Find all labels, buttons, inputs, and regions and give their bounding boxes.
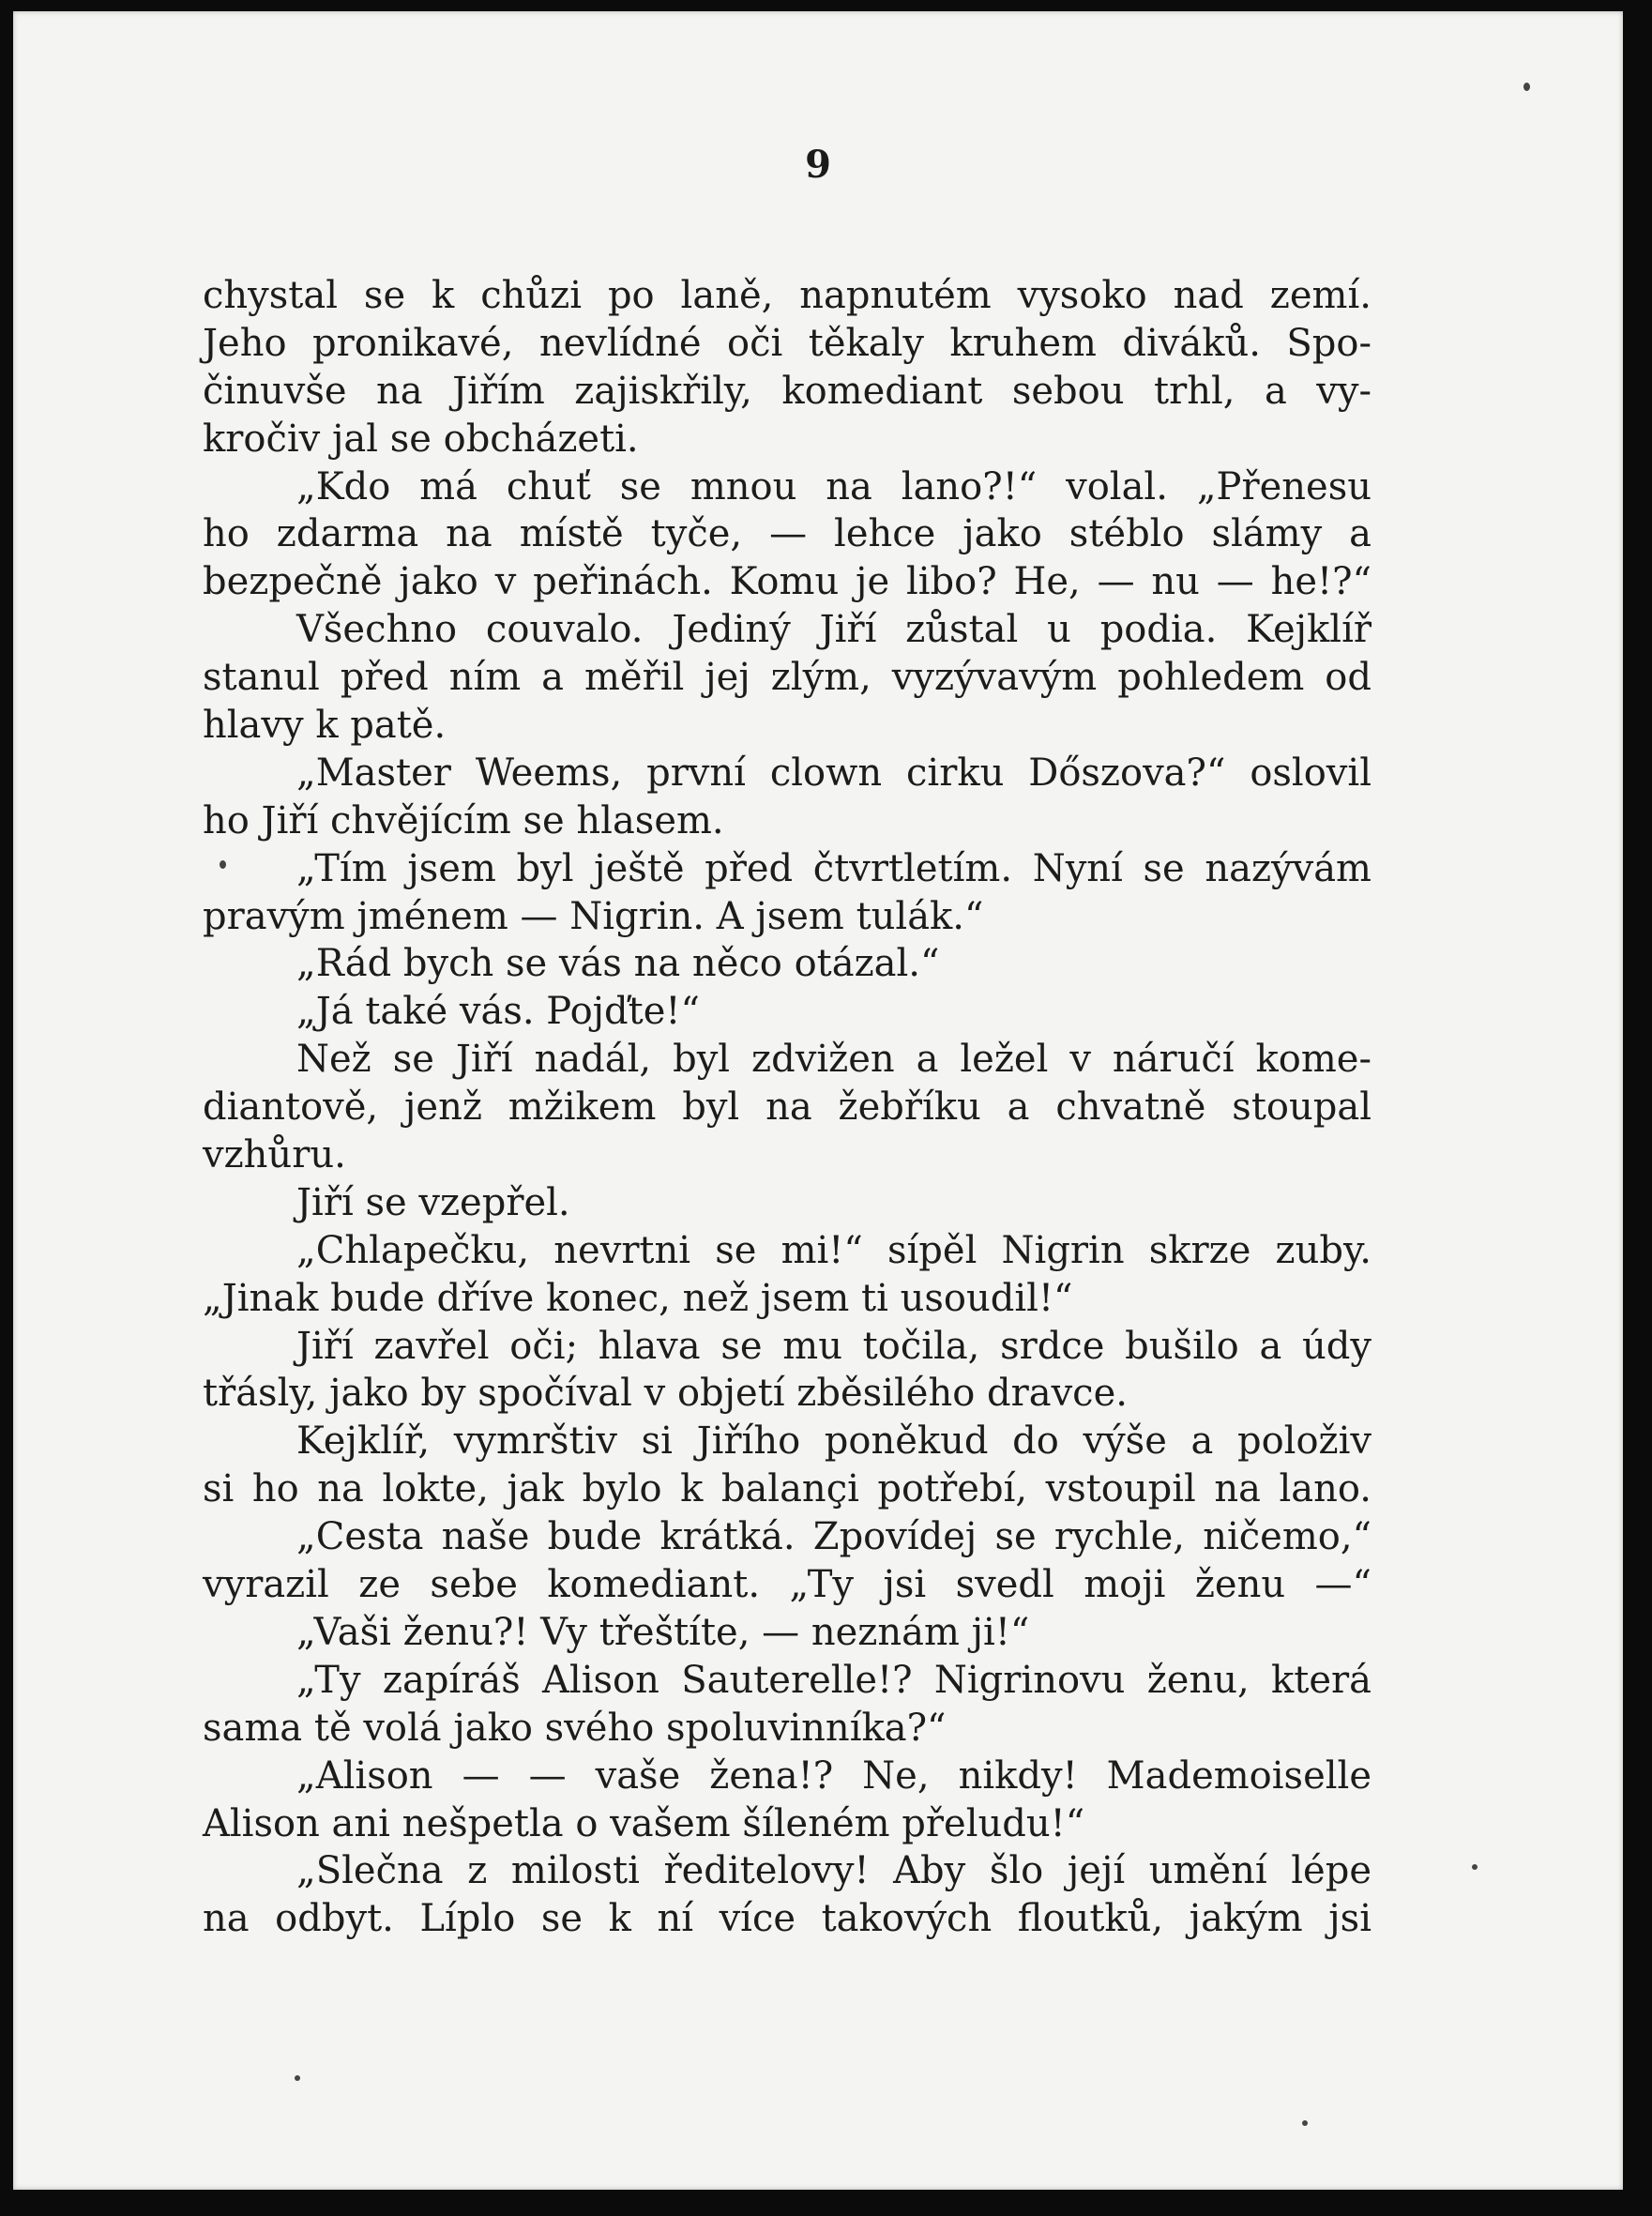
text-line: si ho na lokte, jak bylo k balançi potřebí, vstoupil na lano. (203, 1467, 1372, 1511)
scan-speck (1302, 2120, 1308, 2126)
page-number: 9 (805, 143, 831, 187)
book-page (13, 11, 1623, 2190)
text-line: „Tím jsem byl ještě před čtvrtletím. Nyní se nazývám (296, 846, 1372, 890)
text-line: kročiv jal se obcházeti. (203, 417, 639, 461)
scan-speck (1472, 1864, 1478, 1870)
text-line: „Ty zapíráš Alison Sauterelle!? Nigrinovu ženu, která (296, 1658, 1372, 1702)
scan-speck (1523, 83, 1530, 91)
text-line: ho zdarma na místě tyče, — lehce jako stéblo slámy a (203, 512, 1372, 556)
text-line: stanul před ním a měřil jej zlým, vyzývavým pohledem od (203, 656, 1372, 700)
text-line: „Slečna z milosti ředitelovy! Aby šlo její umění lépe (296, 1849, 1372, 1893)
text-line: bezpečně jako v peřinách. Komu je libo? He, — nu — he!?“ (203, 560, 1372, 604)
text-line: vyrazil ze sebe komediant. „Ty jsi svedl moji ženu —“ (203, 1563, 1372, 1607)
text-line: hlavy k patě. (203, 704, 447, 748)
text-line: činuvše na Jiřím zajiskřily, komediant sebou trhl, a vy- (203, 369, 1372, 413)
text-line: „Vaši ženu?! Vy třeštíte, — neznám ji!“ (296, 1610, 1030, 1654)
text-line: Kejklíř, vymrštiv si Jiřího poněkud do výše a položiv (296, 1419, 1372, 1464)
text-line: Alison ani nešpetla o vašem šíleném přeludu!“ (203, 1801, 1085, 1845)
text-line: ho Jiří chvějícím se hlasem. (203, 798, 724, 842)
text-line: „Alison — — vaše žena!? Ne, nikdy! Mademoiselle (296, 1753, 1372, 1798)
scan-speck (220, 860, 226, 869)
text-line: „Cesta naše bude krátká. Zpovídej se rychle, ničemo,“ (296, 1515, 1372, 1559)
text-line: „Master Weems, první clown cirku Dőszova?“ oslovil (296, 751, 1372, 795)
body-text (203, 272, 1372, 1943)
scan-speck (295, 2075, 300, 2081)
text-line: Jiří zavřel oči; hlava se mu točila, srdce bušilo a údy (296, 1324, 1372, 1368)
text-line: „Jinak bude dříve konec, než jsem ti usoudil!“ (203, 1276, 1073, 1320)
text-line: Než se Jiří nadál, byl zdvižen a ležel v náručí kome- (296, 1038, 1372, 1082)
text-line: „Já také vás. Pojďte!“ (296, 990, 700, 1034)
text-line: diantově, jenž mžikem byl na žebříku a chvatně stoupal (203, 1085, 1372, 1130)
text-line: na odbyt. Líplo se k ní více takových floutků, jakým jsi (203, 1897, 1372, 1941)
text-line: „Kdo má chuť se mnou na lano?!“ volal. „Přenesu (296, 464, 1372, 508)
text-line: „Rád bych se vás na něco otázal.“ (296, 942, 940, 986)
text-line: vzhůru. (203, 1133, 346, 1177)
text-line: chystal se k chůzi po laně, napnutém vysoko nad zemí. (203, 274, 1372, 317)
text-line: pravým jménem — Nigrin. A jsem tulák.“ (203, 894, 984, 938)
text-line: třásly, jako by spočíval v objetí zběsilého dravce. (203, 1372, 1128, 1416)
text-line: „Chlapečku, nevrtni se mi!“ sípěl Nigrin skrze zuby. (296, 1228, 1372, 1272)
text-line: sama tě volá jako svého spoluvinníka?“ (203, 1706, 947, 1750)
text-line: Jeho pronikavé, nevlídné oči těkaly kruhem diváků. Spo- (203, 321, 1372, 365)
text-line: Všechno couvalo. Jediný Jiří zůstal u podia. Kejklíř (296, 608, 1372, 652)
text-line: Jiří se vzepřel. (296, 1180, 570, 1224)
